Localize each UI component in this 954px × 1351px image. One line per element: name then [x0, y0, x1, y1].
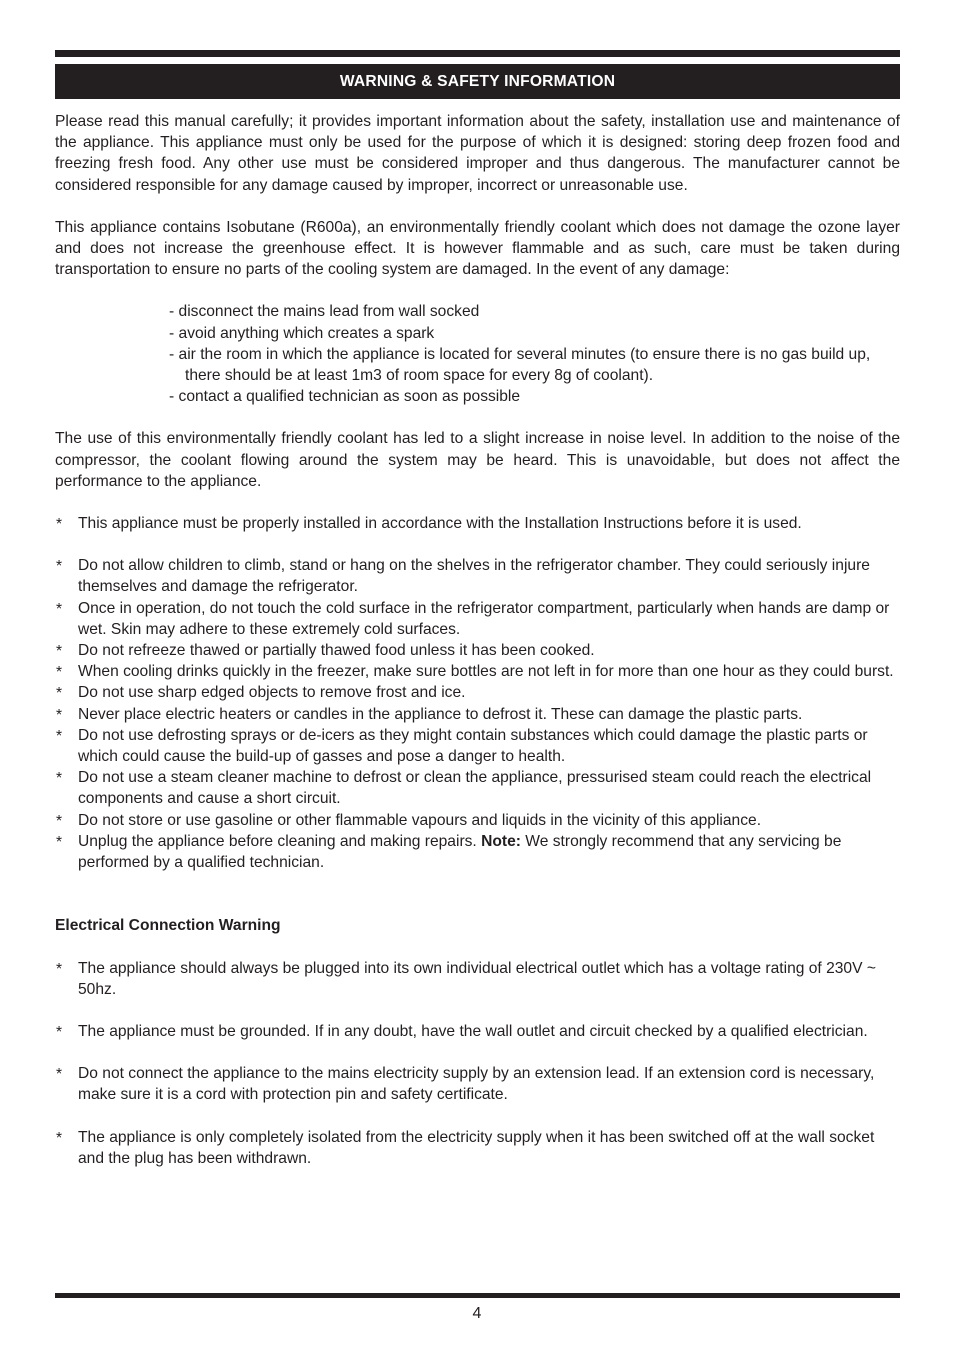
unplug-text-after: We strongly recommend that any servicing be performed by a qualified technician. — [78, 832, 842, 872]
damage-step: - air the room in which the appliance is located for several minutes (to ensure there is no gas build up, there should be at least 1m3 of room space for every 8g of coolant). — [169, 345, 871, 385]
damage-steps-list — [55, 301, 900, 407]
page-number: 4 — [472, 1305, 482, 1322]
electrical-item: * The appliance is only completely isolated from the electricity supply when it has been switched off at the wall socket and the plug has been withdrawn. — [55, 1127, 900, 1169]
electrical-heading: Electrical Connection Warning — [55, 917, 281, 935]
install-note-list — [55, 513, 900, 534]
unplug-text-before: Unplug the appliance before cleaning and making repairs. — [78, 832, 482, 850]
electrical-item: * The appliance must be grounded. If in any doubt, have the wall outlet and circuit checked by a qualified electrician. — [55, 1021, 900, 1042]
electrical-item: * The appliance should always be plugged into its own individual electrical outlet which has a voltage rating of 230V ~ 50hz. — [55, 958, 900, 1000]
bottom-rule — [55, 1293, 900, 1298]
safety-item: * Never place electric heaters or candles in the appliance to defrost it. These can damage the plastic parts. — [55, 704, 900, 725]
safety-items-list — [55, 555, 900, 873]
damage-step: - disconnect the mains lead from wall socked — [169, 303, 480, 321]
damage-step: - contact a qualified technician as soon as possible — [169, 388, 521, 406]
damage-step: - avoid anything which creates a spark — [169, 324, 435, 342]
electrical-items-list — [55, 1063, 900, 1105]
top-rule — [55, 50, 900, 57]
electrical-items-list — [55, 1021, 900, 1042]
note-label: Note: — [481, 832, 521, 850]
safety-item-unplug — [55, 831, 900, 873]
document-body — [55, 111, 900, 1169]
electrical-items-list — [55, 1127, 900, 1169]
noise-paragraph: The use of this environmentally friendly coolant has led to a slight increase in noise level. In addition to the noise of the compressor, the coolant flowing around the system may be heard. This is unavoidable, but does not affect the performance to the appliance. — [55, 430, 900, 490]
safety-item: * Once in operation, do not touch the cold surface in the refrigerator compartment, particularly when hands are damp or wet. Skin may adhere to these extremely cold surfaces. — [55, 598, 900, 640]
section-title: WARNING & SAFETY INFORMATION — [339, 72, 616, 90]
section-title-bar — [55, 64, 900, 99]
electrical-items-list — [55, 958, 900, 1000]
safety-item: * Do not use sharp edged objects to remove frost and ice. — [55, 682, 900, 703]
safety-item: * Do not refreeze thawed or partially thawed food unless it has been cooked. — [55, 640, 900, 661]
intro-paragraph-1: Please read this manual carefully; it provides important information about the safety, installation use and maintenance of the appliance. This appliance must only be used for the purpose of which it is designed: storing deep frozen food and freezing fresh food. Any other use must be considered improper and thus dangerous. The manufacturer cannot be considered responsible for any damage caused by improper, incorrect or unreasonable use. — [55, 113, 900, 194]
safety-item: * Do not use a steam cleaner machine to defrost or clean the appliance, pressurised steam could reach the electrical components and cause a short circuit. — [55, 767, 900, 809]
safety-item: * When cooling drinks quickly in the freezer, make sure bottles are not left in for more than one hour as they could burst. — [55, 661, 900, 682]
electrical-item: * Do not connect the appliance to the mains electricity supply by an extension lead. If an extension cord is necessary, make sure it is a cord with protection pin and safety certificate. — [55, 1063, 900, 1105]
safety-item: * Do not store or use gasoline or other flammable vapours and liquids in the vicinity of this appliance. — [55, 810, 900, 831]
safety-item: * Do not use defrosting sprays or de-icers as they might contain substances which could damage the plastic parts or which could cause the build-up of gasses and pose a danger to health. — [55, 725, 900, 767]
safety-item: * Do not allow children to climb, stand or hang on the shelves in the refrigerator chamber. They could seriously injure themselves and damage the refrigerator. — [55, 555, 900, 597]
intro-paragraph-2: This appliance contains Isobutane (R600a), an environmentally friendly coolant which does not damage the ozone layer and does not increase the greenhouse effect. It is however flammable and as such, care must be taken during transportation to ensure no parts of the cooling system are damaged. In the event of any damage: — [55, 218, 900, 279]
install-note: * This appliance must be properly installed in accordance with the Installation Instructions before it is used. — [55, 513, 900, 534]
